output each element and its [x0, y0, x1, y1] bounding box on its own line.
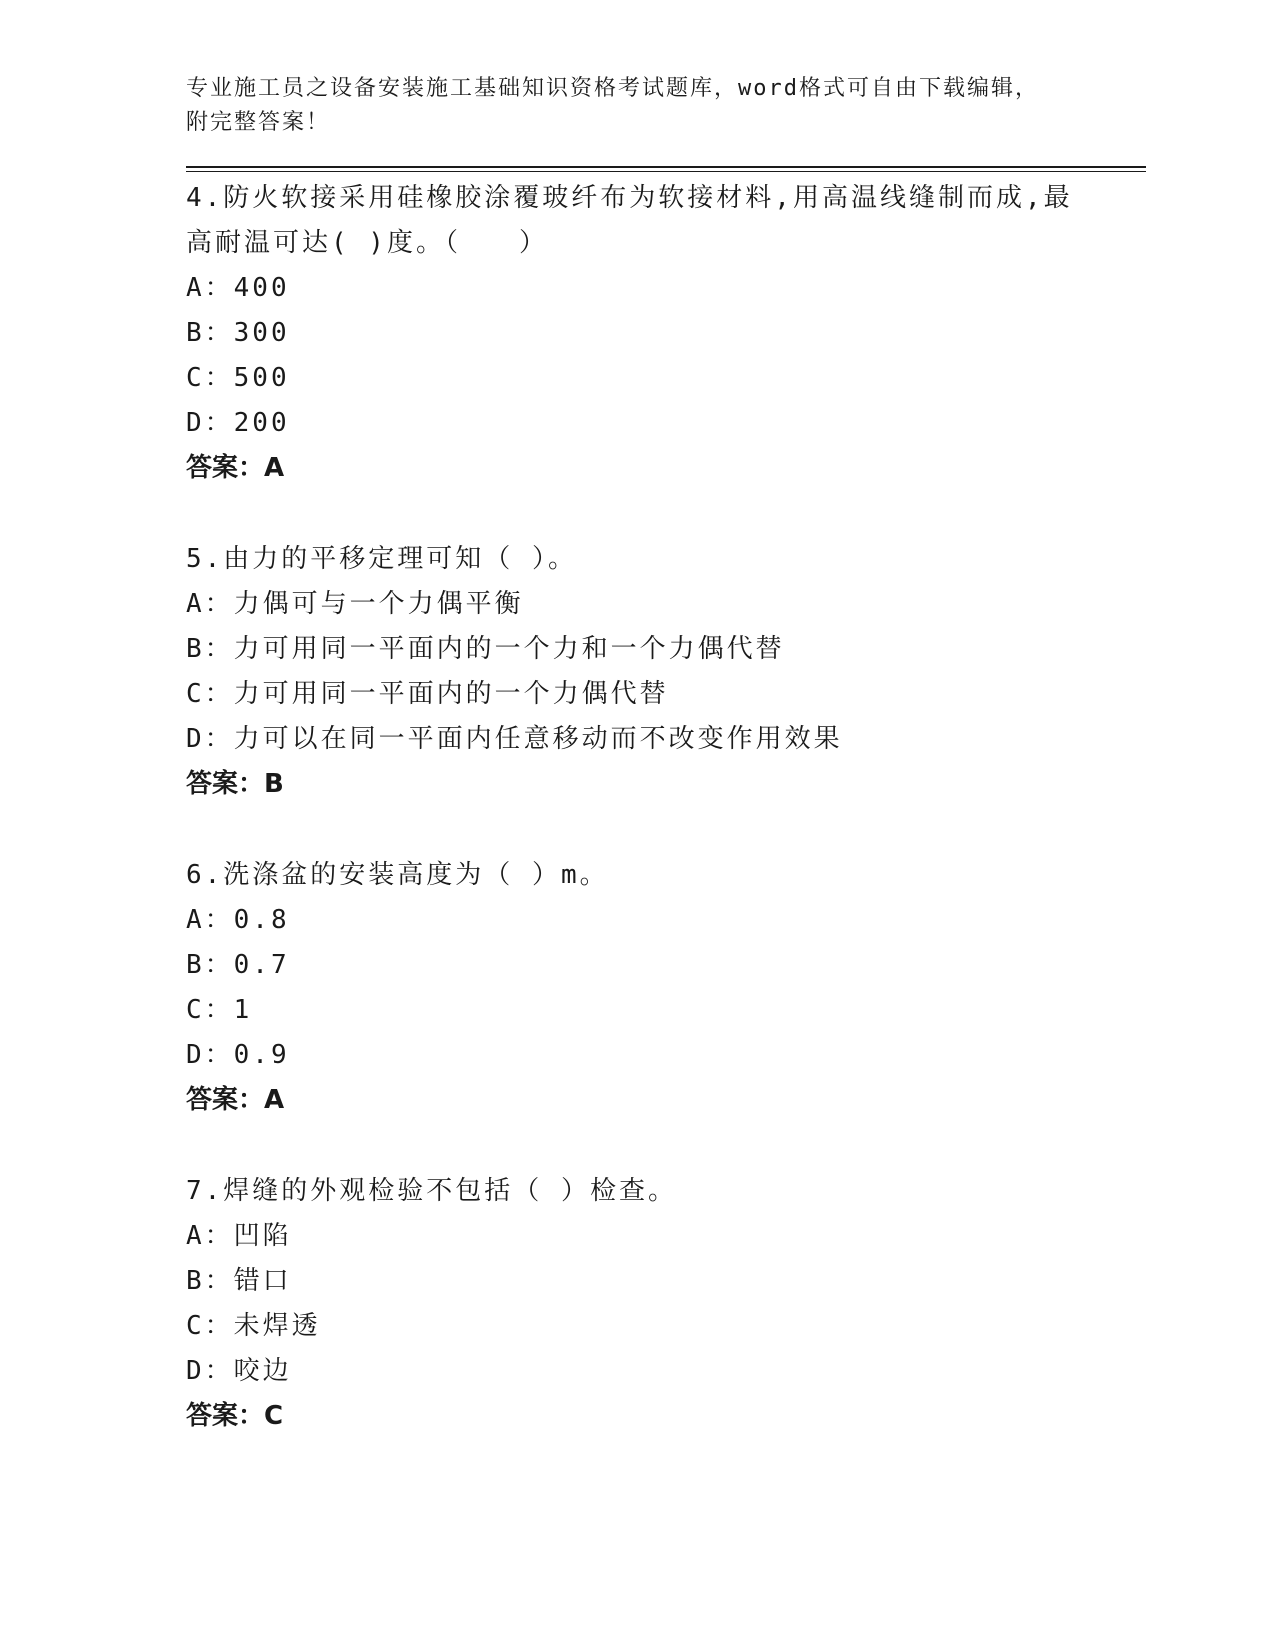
- option-c: C：未焊透: [186, 1311, 321, 1341]
- option-c: C：力可用同一平面内的一个力偶代替: [186, 679, 669, 709]
- option-d: D：0.9: [186, 1040, 290, 1070]
- question-6: [186, 853, 1146, 1123]
- question-7: [186, 1169, 1146, 1439]
- question-stem: 6.洗涤盆的安装高度为（ ）m。: [186, 860, 609, 890]
- option-b: B：300: [186, 318, 290, 348]
- option-b: B：0.7: [186, 950, 290, 980]
- answer-line: 答案：B: [186, 769, 284, 799]
- document-page: [186, 72, 1146, 1439]
- header-divider: [186, 166, 1146, 168]
- option-b: B：错口: [186, 1266, 292, 1296]
- option-d: D：200: [186, 408, 290, 438]
- answer-line: 答案：A: [186, 1085, 285, 1115]
- question-stem: 4.防火软接采用硅橡胶涂覆玻纤布为软接材料,用高温线缝制而成,最: [186, 183, 1073, 213]
- question-4: [186, 176, 1146, 491]
- option-a: A：凹陷: [186, 1221, 292, 1251]
- question-stem-continued: 高耐温可达( )度。（ ）: [186, 228, 548, 258]
- question-stem: 7.焊缝的外观检验不包括（ ）检查。: [186, 1176, 677, 1206]
- answer-line: 答案：A: [186, 453, 285, 483]
- option-a: A：0.8: [186, 905, 290, 935]
- question-5: [186, 537, 1146, 807]
- option-c: C：500: [186, 363, 290, 393]
- option-d: D：力可以在同一平面内任意移动而不改变作用效果: [186, 724, 843, 754]
- option-a: A：力偶可与一个力偶平衡: [186, 589, 524, 619]
- option-d: D：咬边: [186, 1356, 292, 1386]
- option-a: A：400: [186, 273, 290, 303]
- option-b: B：力可用同一平面内的一个力和一个力偶代替: [186, 634, 785, 664]
- question-stem: 5.由力的平移定理可知（ ）。: [186, 544, 577, 574]
- option-c: C：1: [186, 995, 253, 1025]
- document-header-line-2: 附完整答案！: [186, 110, 331, 135]
- document-header-line-1: 专业施工员之设备安装施工基础知识资格考试题库，word格式可自由下载编辑，: [186, 76, 1039, 101]
- answer-line: 答案：C: [186, 1401, 284, 1431]
